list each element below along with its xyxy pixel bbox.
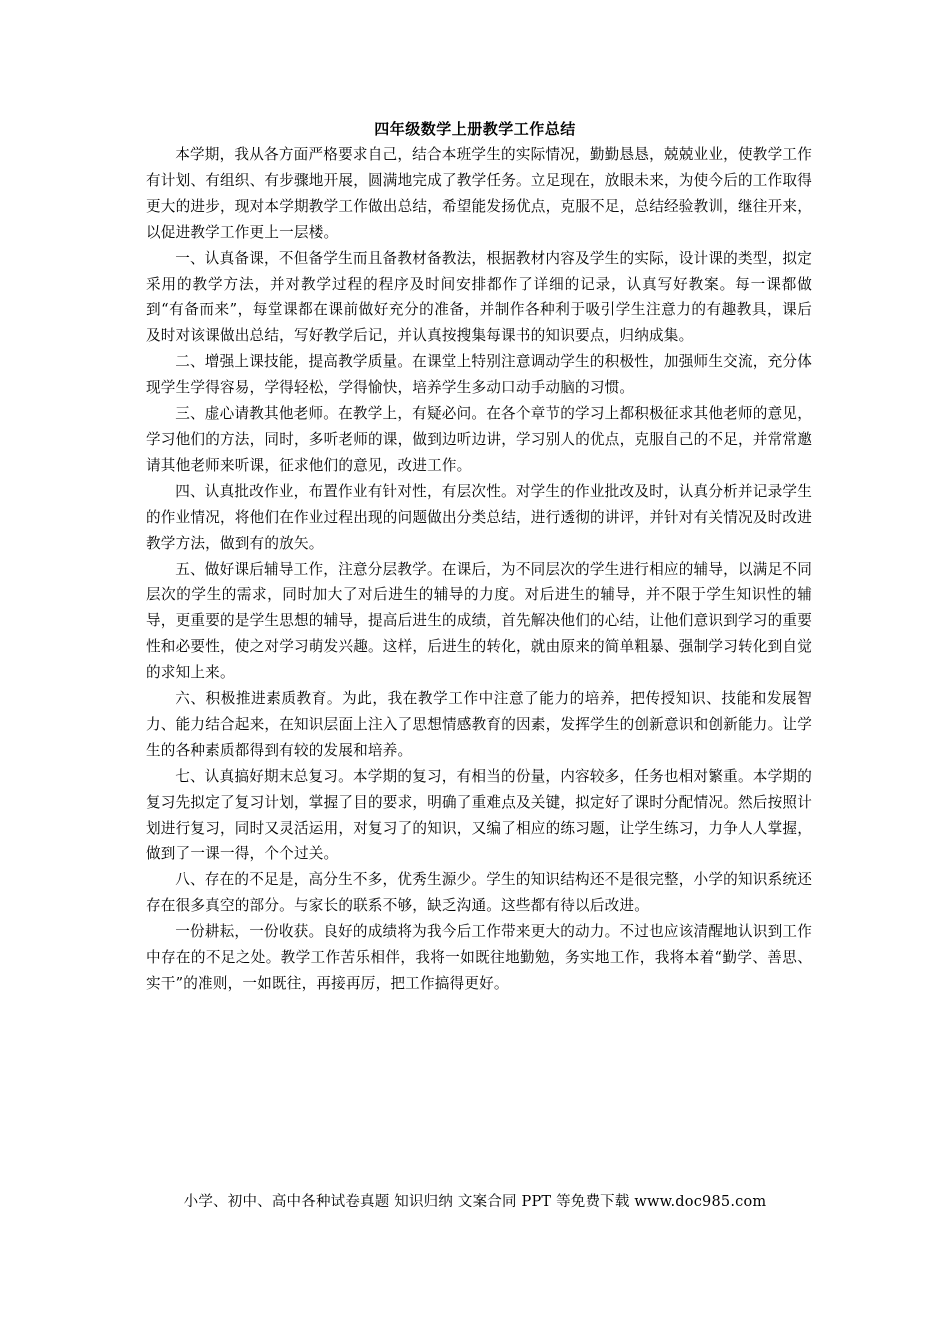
- section-3-paragraph: 三、虚心请教其他老师。在教学上，有疑必问。在各个章节的学习上都积极征求其他老师的意见，学习他们的方法，同时，多听老师的课，做到边听边讲，学习别人的优点，克服自己的不足，并常常邀请其他老师来听课，征求他们的意见，改进工作。: [146, 405, 812, 474]
- document-body: [146, 142, 812, 997]
- section-1-paragraph: 一、认真备课，不但备学生而且备教材备教法，根据教材内容及学生的实际，设计课的类型，拟定采用的教学方法，并对教学过程的程序及时间安排都作了详细的记录，认真写好教案。每一课都做到“有备而来”，每堂课都在课前做好充分的准备，并制作各种利于吸引学生注意力的有趣教具，课后及时对该课做出总结，写好教学后记，并认真按搜集每课书的知识要点，归纳成集。: [146, 249, 812, 345]
- document-title: 四年级数学上册教学工作总结: [374, 120, 576, 138]
- section-2-paragraph: 二、增强上课技能，提高教学质量。在课堂上特别注意调动学生的积极性，加强师生交流，充分体现学生学得容易，学得轻松，学得愉快，培养学生多动口动手动脑的习惯。: [146, 353, 812, 397]
- section-4-paragraph: 四、认真批改作业，布置作业有针对性，有层次性。对学生的作业批改及时，认真分析并记录学生的作业情况，将他们在作业过程出现的问题做出分类总结，进行透彻的讲评，并针对有关情况及时改进教学方法，做到有的放矢。: [146, 482, 812, 552]
- section-6-paragraph: 六、积极推进素质教育。为此，我在教学工作中注意了能力的培养，把传授知识、技能和发展智力、能力结合起来，在知识层面上注入了思想情感教育的因素，发挥学生的创新意识和创新能力。让学生的各种素质都得到有较的发展和培养。: [146, 690, 812, 759]
- closing-paragraph: 一份耕耘，一份收获。良好的成绩将为我今后工作带来更大的动力。不过也应该清醒地认识到工作中存在的不足之处。教学工作苦乐相伴，我将一如既往地勤勉，务实地工作，我将本着“勤学、善思、实干”的准则，一如既往，再接再厉，把工作搞得更好。: [146, 923, 812, 992]
- section-8-paragraph: 八、存在的不足是，高分生不多，优秀生源少。学生的知识结构还不是很完整，小学的知识系统还存在很多真空的部分。与家长的联系不够，缺乏沟通。这些都有待以后改进。: [146, 871, 812, 915]
- intro-paragraph: 本学期，我从各方面严格要求自己，结合本班学生的实际情况，勤勤恳恳，兢兢业业，使教学工作有计划、有组织、有步骤地开展，圆满地完成了教学任务。立足现在，放眼未来，为使今后的工作取得更大的进步，现对本学期教学工作做出总结，希望能发扬优点，克服不足，总结经验教训，继往开来，以促进教学工作更上一层楼。: [146, 146, 812, 241]
- section-7-paragraph: 七、认真搞好期末总复习。本学期的复习，有相当的份量，内容较多，任务也相对繁重。本学期的复习先拟定了复习计划，掌握了目的要求，明确了重难点及关键，拟定好了课时分配情况。然后按照计划进行复习，同时又灵活运用，对复习了的知识，又编了相应的练习题，让学生练习，力争人人掌握，做到了一课一得，个个过关。: [146, 767, 812, 863]
- section-5-paragraph: 五、做好课后辅导工作，注意分层教学。在课后，为不同层次的学生进行相应的辅导，以满足不同层次的学生的需求，同时加大了对后进生的辅导的力度。对后进生的辅导，并不限于学生知识性的辅导，更重要的是学生思想的辅导，提高后进生的成绩，首先解决他们的心结，让他们意识到学习的重要性和必要性，使之对学习萌发兴趣。这样，后进生的转化，就由原来的简单粗暴、强制学习转化到自觉的求知上来。: [146, 560, 812, 682]
- page-footer: 小学、初中、高中各种试卷真题 知识归纳 文案合同 PPT 等免费下载 www.doc985.com: [183, 1194, 767, 1210]
